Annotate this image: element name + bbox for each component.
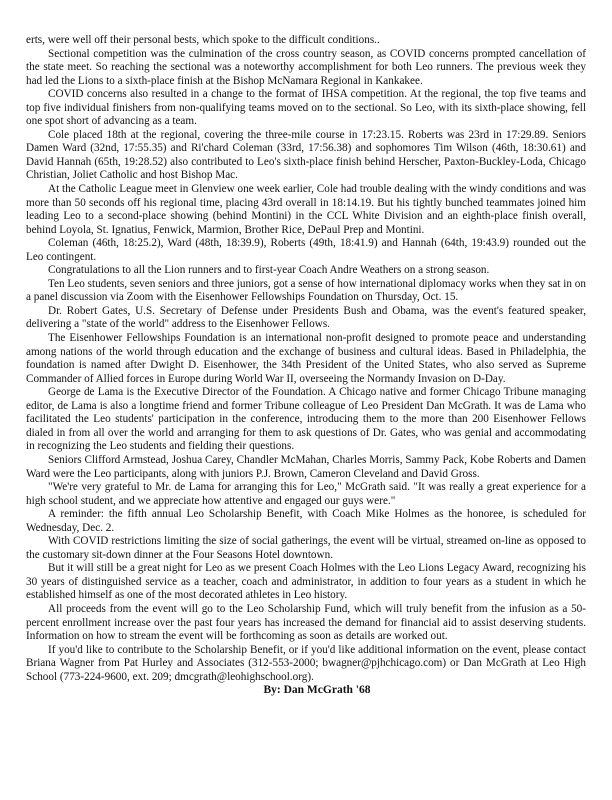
paragraph-gates: Dr. Robert Gates, U.S. Secretary of Defense under Presidents Bush and Obama, was the event's featured speaker, delivering a "state of the world" address to the Eisenhower Fellows. [26,304,586,331]
paragraph-reminder: A reminder: the fifth annual Leo Scholarship Benefit, with Coach Mike Holmes as the honoree, is scheduled for Wednesday, Dec. 2. [26,508,586,534]
paragraph-covid-format: COVID concerns also resulted in a change to the format of IHSA competition. At the regional, the top five teams and top five individual finishers from non-qualifying teams moved on to the sectional. So Leo, with its sixth-place showing, fell one spot short of advancing as a team. [26,88,586,128]
paragraph-de-lama: George de Lama is the Executive Director of the Foundation. A Chicago native and former Chicago Tribune managing editor, de Lama is also a longtime friend and former Tribune colleague of Leo President Dan McGrath. It was de Lama who facilitated the Leo students' participation in the conference, introducing them to the more than 200 Eisenhower Fellows dialed in from all over the world and arranging for them to ask questions of Dr. Gates, who was genial and accommodating in recognizing the Leo students and fielding their questions. [26,386,586,453]
paragraph-contingent: Coleman (46th, 18:25.2), Ward (48th, 18:39.9), Roberts (49th, 18:41.9) and Hannah (64th, 19:43.9) rounded out the Leo contingent. [26,237,586,263]
paragraph-continuation: erts, were well off their personal bests, which spoke to the difficult conditions.. [26,34,380,46]
paragraph-participants: Seniors Clifford Armstead, Joshua Carey, Chandler McMahan, Charles Morris, Sammy Pack, Kobe Roberts and Damen Ward were the Leo participants, along with juniors P.J. Brown, Cameron Cleveland and David Gross. [26,453,586,480]
paragraph-congratulations: Congratulations to all the Lion runners and to first-year Coach Andre Weathers on a strong season. [48,264,490,277]
paragraph-holmes: But it will still be a great night for Leo as we present Coach Holmes with the Leo Lions Legacy Award, recognizing his 30 years of distinguished service as a teacher, coach and administrator, in addition to four years as a student in which he established himself as one of the most decorated athletes in Leo history. [26,562,586,602]
paragraph-virtual: With COVID restrictions limiting the size of social gatherings, the event will be virtual, streamed on-line as opposed to the customary sit-down dinner at the Four Seasons Hotel downtown. [26,535,586,561]
paragraph-zoom-panel: Ten Leo students, seven seniors and three juniors, got a sense of how international diplomacy works when they sat in on a panel discussion via Zoom with the Eisenhower Fellowships Foundation on Thursday, Oct. 15. [26,277,586,304]
paragraph-proceeds: All proceeds from the event will go to the Leo Scholarship Fund, which will truly benefit from the infusion as a 50-percent enrollment increase over the past four years has increased the demand for financial aid to assist deserving students. Information on how to stream the event will be forthcoming as soon as details are worked out. [26,602,586,643]
paragraph-quote: "We're very grateful to Mr. de Lama for arranging this for Leo," McGrath said. "It was really a great experience for a high school student, and we appreciate how attentive and engaged our guys were." [26,481,586,507]
paragraph-catholic-league: At the Catholic League meet in Glenview one week earlier, Cole had trouble dealing with the windy conditions and was more than 50 seconds off his regional time, placing 43rd overall in 18:14.19. But his tightly bunched teammates joined him leading Leo to a second-place showing (behind Montini) in the CCL White Division and an eighth-place finish overall, behind Loyola, St. Ignatius, Fenwick, Marmion, Brother Rice, DePaul Prep and Montini. [26,183,586,236]
article-body [26,34,586,698]
paragraph-regional-results: Cole placed 18th at the regional, covering the three-mile course in 17:23.15. Roberts was 23rd in 17:29.89. Seniors Damen Ward (32nd, 17:55.35) and Ri'chard Coleman (33rd, 17:56.38) and sophomores Tim Wilson (46th, 18:30.61) and David Hannah (65th, 19:28.52) also contributed to Leo's sixth-place finish behind Herscher, Paxton-Buckley-Loda, Chicago Christian, Joliet Catholic and host Bishop Mac. [26,128,586,182]
byline: By: Dan McGrath '68 [263,684,371,697]
paragraph-foundation: The Eisenhower Fellowships Foundation is an international non-profit designed to promote peace and understanding among nations of the world through education and the exchange of business and cultural ideas. Based in Philadelphia, the foundation is named after Dwight D. Eisenhower, the 34th President of the United States, who also served as Supreme Commander of Allied forces in Europe during World War II, overseeing the Normandy Invasion on D-Day. [26,332,586,385]
paragraph-sectional: Sectional competition was the culmination of the cross country season, as COVID concerns prompted cancellation of the state meet. So reaching the sectional was a noteworthy accomplishment for both Leo runners. The previous week they had led the Lions to a sixth-place finish at the Bishop McNamara Regional in Kankakee. [26,47,586,87]
paragraph-contact: If you'd like to contribute to the Scholarship Benefit, or if you'd like additional information on the event, please contact Briana Wagner from Pat Hurley and Associates (312-553-2000; bwagner@pjhchicago.com) or Dan McGrath at Leo High School (773-224-9600, ext. 209; dmcgrath@leohighschool.org). [26,643,586,683]
